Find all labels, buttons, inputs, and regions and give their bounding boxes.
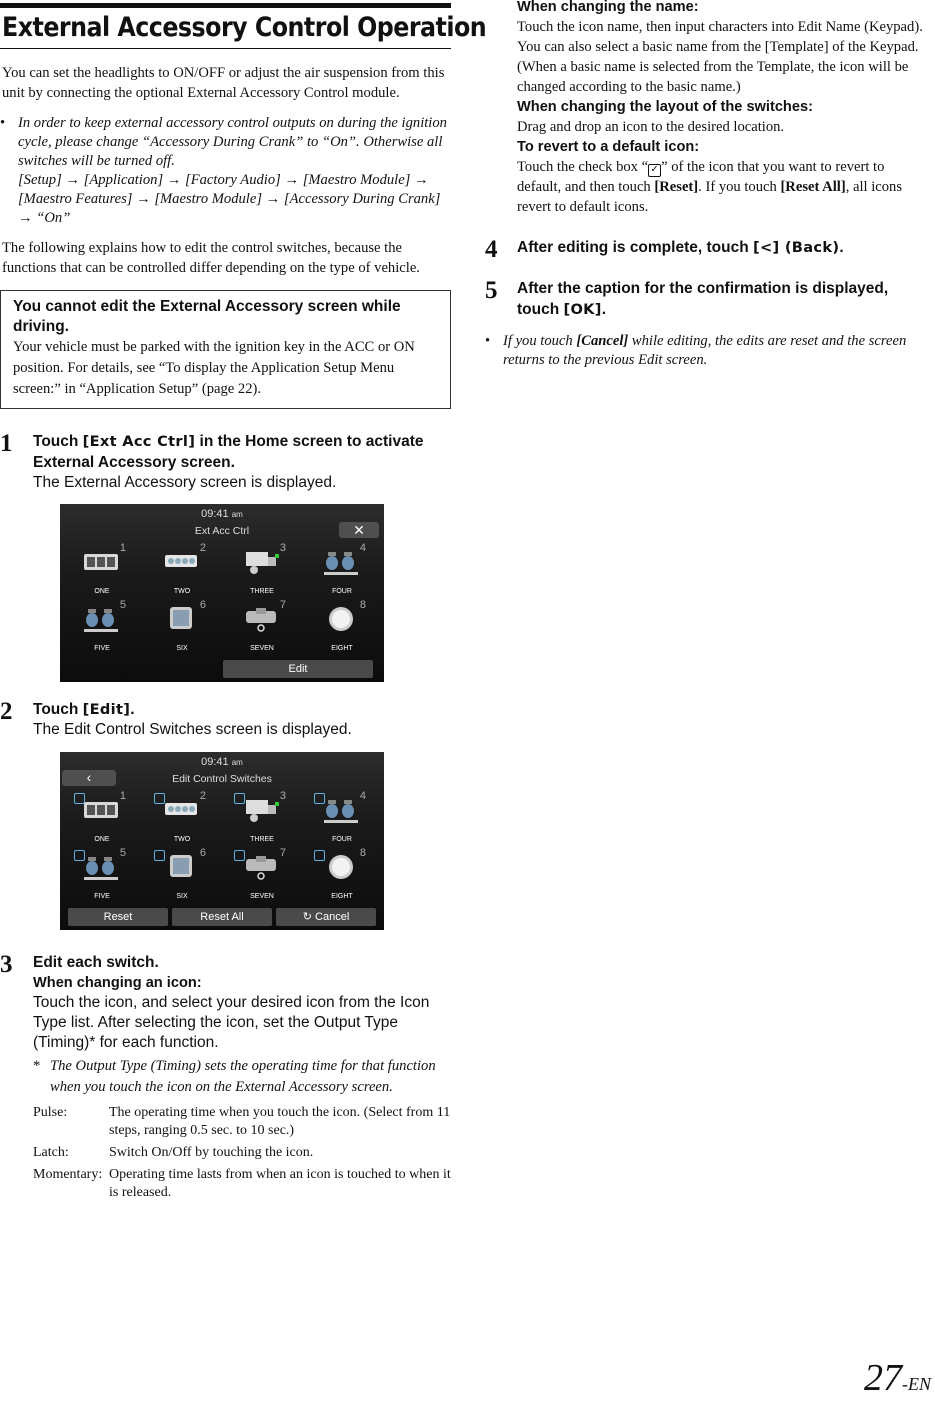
switch-number: 8	[359, 599, 366, 611]
definition-row	[33, 1104, 451, 1144]
switch-label: SIX	[176, 645, 188, 652]
switch-label: EIGHT	[331, 893, 353, 900]
right-column	[485, 0, 932, 370]
cancel-button[interactable]	[276, 908, 376, 926]
switch-label: TWO	[173, 588, 191, 595]
switch-grid	[60, 542, 384, 652]
switch-five[interactable]	[62, 599, 142, 654]
step-3-heading: Edit each switch.	[33, 954, 159, 971]
changing-name-subheading: When changing the name:	[517, 0, 699, 15]
switch-four[interactable]	[302, 542, 382, 597]
switch-icon	[162, 605, 200, 633]
step-2-heading	[33, 699, 451, 720]
step-5	[485, 278, 932, 320]
switch-number: 3	[279, 790, 286, 802]
def-term: Pulse:	[33, 1105, 68, 1120]
switch-label: FOUR	[332, 588, 352, 595]
def-text: The operating time when you touch the icon. (Select from 11 steps, ranging 0.5 sec. to 10 sec.)	[109, 1105, 451, 1138]
def-text: Operating time lasts from when an icon is touched to when it is released.	[109, 1167, 451, 1200]
switch-one[interactable]	[62, 542, 142, 597]
footnote-text: The Output Type (Timing) sets the operating time for that function when you touch the icon on the External Accessory screen.	[50, 1058, 436, 1095]
switch-number: 5	[119, 847, 126, 859]
step-text: .	[130, 701, 135, 718]
switch-icon	[242, 853, 280, 881]
reset-all-ref: [Reset All]	[780, 179, 846, 195]
switch-icon	[322, 796, 360, 824]
switch-number: 6	[199, 599, 206, 611]
switch-icon	[242, 796, 280, 824]
step-text: Touch	[33, 701, 83, 718]
switch-label: THREE	[250, 588, 274, 595]
warning-title: You cannot edit the External Accessory screen while driving.	[13, 298, 401, 335]
step-text: .	[839, 239, 844, 256]
switch-number: 1	[119, 790, 126, 802]
ext-acc-screen-image	[60, 504, 384, 682]
switch-number: 2	[199, 790, 206, 802]
step-2-description: The Edit Control Switches screen is displayed.	[33, 721, 352, 738]
switch-six[interactable]	[142, 847, 222, 902]
step-number: 5	[485, 277, 498, 304]
switch-number: 4	[359, 790, 366, 802]
switch-icon	[242, 605, 280, 633]
switch-icon	[322, 853, 360, 881]
switch-four[interactable]	[302, 790, 382, 845]
step-1-heading	[33, 431, 451, 473]
refresh-icon: ↻	[302, 911, 312, 923]
close-button[interactable]: ✕	[339, 522, 379, 538]
switch-label: SEVEN	[250, 645, 274, 652]
def-term: Latch:	[33, 1145, 69, 1160]
switch-two[interactable]	[142, 790, 222, 845]
page-number	[864, 1356, 931, 1400]
reset-button[interactable]: Reset	[68, 908, 168, 926]
edit-button[interactable]: Edit	[223, 660, 373, 678]
revert-text: ” of the icon that you want to revert to default, and then touch	[517, 159, 885, 195]
step-4-heading	[517, 237, 932, 258]
switch-three[interactable]	[222, 790, 302, 845]
clock: 09:41 am	[201, 508, 243, 520]
switch-icon	[82, 605, 120, 633]
def-text: Switch On/Off by touching the icon.	[109, 1145, 314, 1160]
intro-paragraph: You can set the headlights to ON/OFF or adjust the air suspension from this unit by connecting the optional External Accessory Control module.	[2, 65, 445, 101]
output-type-definitions	[33, 1104, 451, 1206]
switch-number: 1	[119, 542, 126, 554]
screen-title: Ext Acc Ctrl	[194, 525, 250, 537]
step-5-heading	[517, 278, 932, 320]
note-bullet: •	[485, 333, 491, 349]
switch-number: 5	[119, 599, 126, 611]
driving-warning-box	[0, 290, 451, 409]
revert-text: . If you touch	[698, 179, 781, 195]
switch-seven[interactable]	[222, 847, 302, 902]
switch-number: 2	[199, 542, 206, 554]
reset-ref: [Reset]	[654, 179, 699, 195]
cancel-note	[485, 332, 932, 370]
switch-icon	[322, 548, 360, 576]
switch-label: THREE	[250, 836, 274, 843]
switch-icon	[82, 796, 120, 824]
ext-acc-ctrl-key: [Ext Acc Ctrl]	[82, 433, 196, 450]
revert-body	[517, 157, 932, 217]
screen-title: Edit Control Switches	[172, 773, 272, 785]
step-2	[0, 699, 451, 740]
revert-subheading: To revert to a default icon:	[517, 139, 700, 155]
warning-body: Your vehicle must be parked with the ignition key in the ACC or ON position. For details, see “To display the Application Setup Menu screen:” in “Application Setup” (page 22).	[13, 339, 415, 397]
ok-key: [OK]	[563, 301, 602, 318]
checkbox-icon: ✓	[648, 164, 661, 177]
step-text: in the Home screen to activate External Accessory screen.	[33, 433, 424, 471]
switch-six[interactable]	[142, 599, 222, 654]
page-title-bar	[0, 3, 487, 49]
step-number: 4	[485, 236, 498, 263]
switch-grid	[60, 790, 384, 900]
switch-icon	[82, 548, 120, 576]
note-bullet: •	[0, 115, 6, 131]
changing-layout-body: Drag and drop an icon to the desired location.	[517, 119, 785, 135]
switch-number: 3	[279, 542, 286, 554]
changing-layout-subheading: When changing the layout of the switches:	[517, 99, 813, 115]
reset-all-button[interactable]: Reset All	[172, 908, 272, 926]
switch-label: FIVE	[94, 645, 110, 652]
step-text: .	[601, 301, 607, 318]
switch-label: EIGHT	[331, 645, 353, 652]
switch-eight[interactable]	[302, 847, 382, 902]
page-number-value: 27	[864, 1357, 902, 1399]
switch-label: ONE	[94, 588, 110, 595]
switch-five[interactable]	[62, 847, 142, 902]
explain-paragraph: The following explains how to edit the control switches, because the functions that can be controlled differ depending on the type of vehicle.	[2, 240, 420, 276]
step-4	[485, 237, 932, 263]
page-title: External Accessory Control Operation	[2, 12, 487, 43]
note-menu-path: [Setup] → [Application] → [Factory Audio] → [Maestro Module] → [Maestro Features] → [Maestro Module] → [Accessory During Crank] → “On”	[18, 172, 441, 226]
switch-icon	[242, 548, 280, 576]
revert-text: , all icons revert to default icons.	[517, 179, 903, 215]
switch-icon	[162, 548, 200, 576]
clock: 09:41 am	[201, 756, 243, 768]
switch-three[interactable]	[222, 542, 302, 597]
switch-icon	[162, 796, 200, 824]
step-3	[0, 952, 451, 1206]
switch-number: 4	[359, 542, 366, 554]
cancel-ref: [Cancel]	[576, 333, 629, 349]
changing-icon-body: Touch the icon, and select your desired icon from the Icon Type list. After selecting the icon, set the Output Type (Timing)* for each function.	[33, 994, 430, 1051]
switch-number: 8	[359, 847, 366, 859]
edit-key: [Edit]	[82, 701, 131, 718]
switch-eight[interactable]	[302, 599, 382, 654]
switch-two[interactable]	[142, 542, 222, 597]
back-button[interactable]: ‹	[62, 770, 116, 786]
switch-number: 7	[279, 847, 286, 859]
output-type-footnote	[33, 1056, 451, 1098]
cancel-label: Cancel	[315, 911, 350, 923]
def-term: Momentary:	[33, 1167, 103, 1182]
step-1-description: The External Accessory screen is displayed.	[33, 474, 337, 491]
step-text: Touch	[33, 433, 83, 450]
step-number: 3	[0, 951, 13, 978]
switch-label: ONE	[94, 836, 110, 843]
crank-note	[0, 114, 451, 228]
page-number-suffix: -EN	[902, 1374, 931, 1394]
back-key-close: ] (Back)	[772, 239, 840, 256]
step-text: After the caption for the confirmation is displayed, touch	[517, 280, 889, 318]
switch-label: SIX	[176, 893, 188, 900]
step-1	[0, 431, 451, 493]
cancel-note-text: If you touch	[503, 333, 577, 349]
changing-icon-subheading: When changing an icon:	[33, 975, 202, 991]
step-text: After editing is complete, touch	[517, 239, 753, 256]
definition-row	[33, 1144, 451, 1166]
definition-row	[33, 1166, 451, 1206]
revert-text: Touch the check box “	[517, 159, 649, 175]
switch-one[interactable]	[62, 790, 142, 845]
switch-icon	[322, 605, 360, 633]
switch-icon	[82, 853, 120, 881]
switch-label: FIVE	[94, 893, 110, 900]
step-number: 1	[0, 430, 13, 457]
switch-label: FOUR	[332, 836, 352, 843]
switch-number: 7	[279, 599, 286, 611]
switch-label: TWO	[173, 836, 191, 843]
back-icon: <	[759, 239, 773, 256]
edit-switches-screen-image	[60, 752, 384, 930]
left-column	[0, 0, 487, 1206]
cancel-note-text: while editing, the edits are reset and the screen returns to the previous Edit screen.	[503, 333, 907, 368]
switch-number: 6	[199, 847, 206, 859]
switch-label: SEVEN	[250, 893, 274, 900]
changing-name-body: Touch the icon name, then input characters into Edit Name (Keypad). You can also select a basic name from the [Template] of the Keypad. (When a basic name is selected from the Template, the icon will be changed according to the basic name.)	[517, 19, 923, 95]
step-number: 2	[0, 698, 13, 725]
switch-seven[interactable]	[222, 599, 302, 654]
switch-icon	[162, 853, 200, 881]
back-key-open: [	[752, 239, 760, 256]
note-text: In order to keep external accessory control outputs on during the ignition cycle, please change “Accessory During Crank” to “On”. Otherwise all switches will be turned off.	[18, 115, 447, 169]
footnote-mark: *	[33, 1058, 41, 1074]
